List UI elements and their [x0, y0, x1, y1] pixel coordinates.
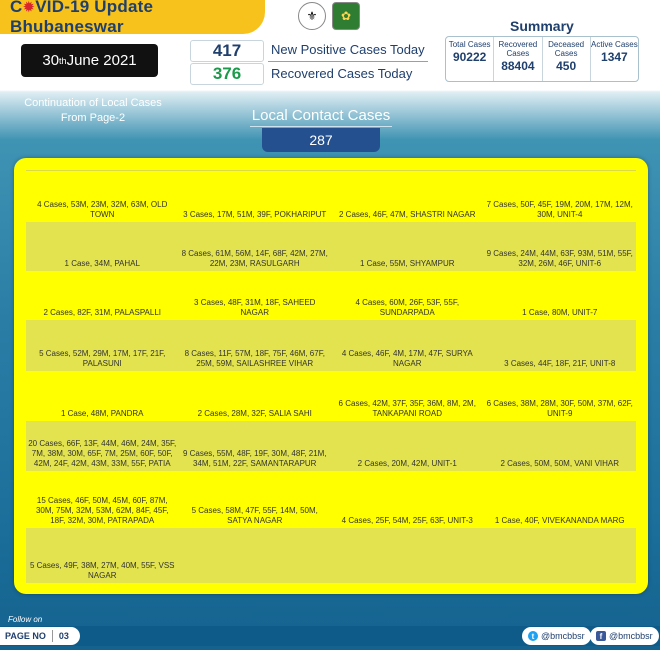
page-number: PAGE NO 03 — [0, 627, 80, 645]
case-cell — [484, 528, 637, 583]
summary-deceased: Deceased Cases 450 — [543, 37, 591, 81]
table-row — [26, 528, 636, 583]
date-suffix: th — [59, 55, 67, 66]
positive-count: 417 — [190, 40, 264, 62]
table-row — [26, 222, 636, 271]
divider — [268, 61, 428, 62]
summary-title: Summary — [510, 18, 574, 34]
case-cell: 8 Cases, 61M, 56M, 14F, 68F, 42M, 27M, 22M, 23M, RASULGARH — [181, 249, 328, 268]
summary-total: Total Cases 90222 — [446, 37, 494, 81]
case-cell: 2 Cases, 20M, 42M, UNIT-1 — [357, 459, 457, 468]
local-contact-count: 287 — [262, 128, 380, 152]
case-cell: 2 Cases, 82F, 31M, PALASPALLI — [43, 308, 162, 317]
case-cell: 20 Cases, 66F, 13F, 44M, 46M, 24M, 35F, 7M, 38M, 30M, 65F, 7M, 25M, 60F, 50F, 42M, 24F, 42M, 43M, 33M, 55F, PATIA — [28, 439, 177, 468]
case-cell: 5 Cases, 58M, 47F, 55F, 14M, 50M, SATYA NAGAR — [191, 506, 318, 525]
case-cell: 3 Cases, 17M, 51M, 39F, POKHARIPUT — [183, 210, 327, 219]
twitter-link[interactable]: t @bmcbbsr — [522, 627, 591, 645]
case-cell: 1 Case, 48M, PANDRA — [60, 409, 144, 418]
case-cell: 9 Cases, 24M, 44M, 63F, 93M, 51M, 55F, 32M, 26M, 46F, UNIT-6 — [486, 249, 633, 268]
table-row — [26, 421, 636, 471]
summary-active: Active Cases 1347 — [591, 40, 638, 64]
logos — [298, 2, 360, 30]
continuation-note: Continuation of Local Cases From Page-2 — [24, 97, 162, 124]
case-cell: 4 Cases, 53M, 23M, 32M, 63M, OLD TOWN — [37, 200, 168, 219]
case-cell: 8 Cases, 11F, 57M, 18F, 75F, 46M, 67F, 25M, 59M, SAILASHREE VIHAR — [184, 349, 325, 368]
recovered-label: Recovered Cases Today — [271, 66, 413, 81]
case-cell: 7 Cases, 50F, 45F, 19M, 20M, 17M, 12M, 30M, UNIT-4 — [486, 200, 633, 219]
case-cell: 5 Cases, 52M, 29M, 17M, 17F, 21F, PALASUNI — [39, 349, 166, 368]
table-row — [26, 320, 636, 371]
case-cell: 3 Cases, 48F, 31M, 18F, SAHEED NAGAR — [194, 298, 316, 317]
facebook-icon: f — [596, 631, 606, 641]
case-cell: 3 Cases, 44F, 18F, 21F, UNIT-8 — [504, 359, 616, 368]
case-cell: 9 Cases, 55M, 48F, 19F, 30M, 48F, 21M, 34M, 51M, 22F, SAMANTARAPUR — [182, 449, 327, 468]
case-cell — [331, 528, 484, 583]
case-cell: 2 Cases, 50M, 50M, VANI VIHAR — [500, 459, 620, 468]
recovered-count: 376 — [190, 63, 264, 85]
title-bar — [0, 0, 265, 34]
cases-grid — [26, 170, 636, 582]
case-cell: 6 Cases, 38M, 28M, 30F, 50M, 37M, 62F, UNIT-9 — [486, 399, 633, 418]
government-emblem-logo: ⚜ — [298, 2, 326, 30]
case-cell: 2 Cases, 46F, 47M, SHASTRI NAGAR — [339, 210, 476, 219]
case-cell: 1 Case, 34M, PAHAL — [64, 259, 140, 268]
positive-label: New Positive Cases Today — [271, 42, 425, 57]
case-cell: 1 Case, 80M, UNIT-7 — [522, 308, 598, 317]
twitter-icon: t — [528, 631, 538, 641]
case-cell: 4 Cases, 60M, 26F, 53F, 55F, SUNDARPADA — [355, 298, 460, 317]
table-row — [26, 171, 636, 222]
case-cell: 1 Case, 40F, VIVEKANANDA MARG — [494, 516, 625, 525]
date-day: 30 — [42, 52, 60, 69]
local-title-underline — [250, 126, 392, 127]
case-cell: 4 Cases, 25F, 54M, 25F, 63F, UNIT-3 — [341, 516, 473, 525]
date-rest: June 2021 — [66, 52, 137, 69]
case-cell: 1 Case, 55M, SHYAMPUR — [359, 259, 455, 268]
summary-recovered: Recovered Cases 88404 — [494, 37, 542, 81]
table-row — [26, 471, 636, 528]
local-contact-title: Local Contact Cases — [251, 107, 391, 124]
case-cell: 5 Cases, 49F, 38M, 27M, 40M, 55F, VSS NAGAR — [29, 561, 175, 580]
facebook-link[interactable]: f @bmcbbsr — [590, 627, 659, 645]
bmc-logo: ✿ — [332, 2, 360, 30]
table-row — [26, 271, 636, 320]
cases-panel — [14, 158, 648, 594]
virus-icon: ✹ — [22, 0, 36, 16]
table-row — [26, 371, 636, 421]
case-cell: 2 Cases, 28M, 32F, SALIA SAHI — [197, 409, 312, 418]
case-cell: 4 Cases, 46F, 4M, 17M, 47F, SURYA NAGAR — [341, 349, 473, 368]
page-title: C✹VID-19 Update Bhubaneswar — [10, 0, 154, 36]
case-cell — [179, 528, 332, 583]
case-cell: 6 Cases, 42M, 37F, 35F, 36M, 8M, 2M, TANKAPANI ROAD — [338, 399, 476, 418]
summary-box — [445, 36, 639, 82]
follow-label: Follow on — [8, 615, 43, 624]
date-box — [21, 44, 158, 77]
case-cell: 15 Cases, 46F, 50M, 45M, 60F, 87M, 30M, 75M, 32M, 53M, 62M, 84F, 45F, 18F, 32M, 30M, PATRAPADA — [35, 496, 169, 525]
